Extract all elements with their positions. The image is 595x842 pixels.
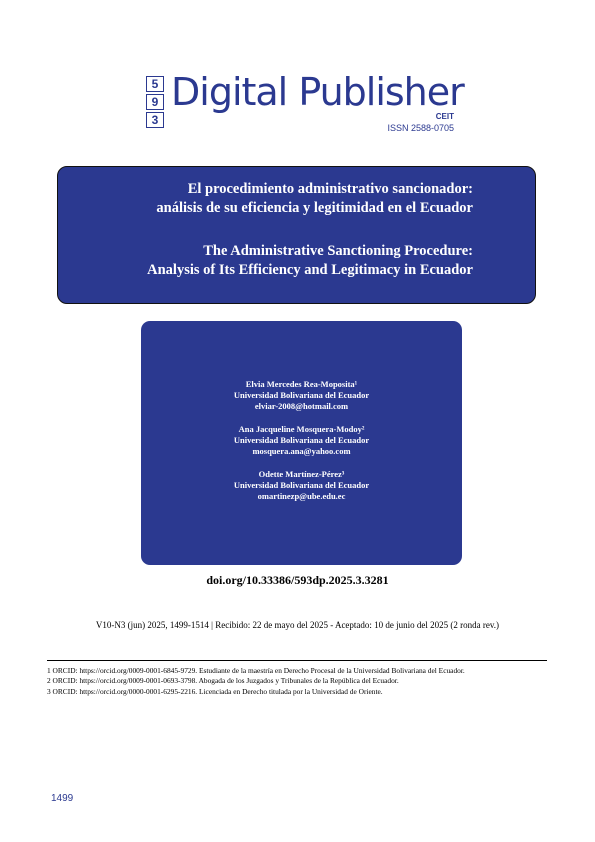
title-en-line-2: Analysis of Its Efficiency and Legitimacy in Ecuador (147, 262, 473, 278)
publication-meta: V10-N3 (jun) 2025, 1499-1514 | Recibido: 22 de mayo del 2025 - Aceptado: 10 de junio del 2025 (2 ronda rev.) (95, 620, 500, 630)
footnote-divider (47, 660, 547, 661)
logo-digit: 3 (146, 112, 164, 128)
logo-digit: 5 (146, 76, 164, 92)
logo-ceit: CEIT (435, 112, 454, 121)
author-university: Universidad Bolivariana del Ecuador (233, 390, 370, 400)
footnote: 3 ORCID: https://orcid.org/0000-0001-6295-2216. Licenciada en Derecho titulada por la Universidad de Oriente. (47, 686, 383, 696)
title-es-line-1: El procedimiento administrativo sancionador: (187, 181, 473, 197)
logo-digit: 9 (146, 94, 164, 110)
doi-link[interactable]: doi.org/10.33386/593dp.2025.3.3281 (206, 573, 389, 587)
footnote: 2 ORCID: https://orcid.org/0009-0001-0693-3798. Abogada de los Juzgados y Tribunales de la República del Ecuador. (47, 676, 399, 686)
footnote: 1 ORCID: https://orcid.org/0009-0001-6845-9729. Estudiante de la maestría en Derecho Procesal de la Universidad Bolivariana del Ecuador. (47, 666, 465, 675)
author-email[interactable]: omartinezp@ube.edu.ec (257, 491, 346, 501)
author-name: Odette Martínez-Pérez³ (258, 469, 345, 479)
author-block (141, 379, 462, 412)
author-university: Universidad Bolivariana del Ecuador (233, 480, 370, 490)
issn-label: ISSN 2588-0705 (387, 123, 454, 133)
title-es-line-2: análisis de su eficiencia y legitimidad en el Ecuador (156, 200, 473, 216)
authors-box (141, 321, 462, 565)
author-email[interactable]: mosquera.ana@yahoo.com (252, 446, 351, 456)
logo-digit-stack (146, 76, 164, 130)
author-university: Universidad Bolivariana del Ecuador (233, 435, 370, 445)
logo-title: Digital Publisher (171, 70, 464, 114)
journal-logo (146, 70, 466, 136)
title-en-line-1: The Administrative Sanctioning Procedure: (203, 243, 473, 259)
footnotes (47, 666, 547, 697)
page-number: 1499 (51, 793, 74, 804)
author-email[interactable]: elviar-2008@hotmail.com (254, 401, 349, 411)
author-name: Ana Jacqueline Mosquera-Modoy² (238, 424, 365, 434)
author-name: Elvia Mercedes Rea-Moposita¹ (245, 379, 358, 389)
title-box (57, 166, 536, 304)
author-block (141, 424, 462, 457)
author-block (141, 469, 462, 502)
